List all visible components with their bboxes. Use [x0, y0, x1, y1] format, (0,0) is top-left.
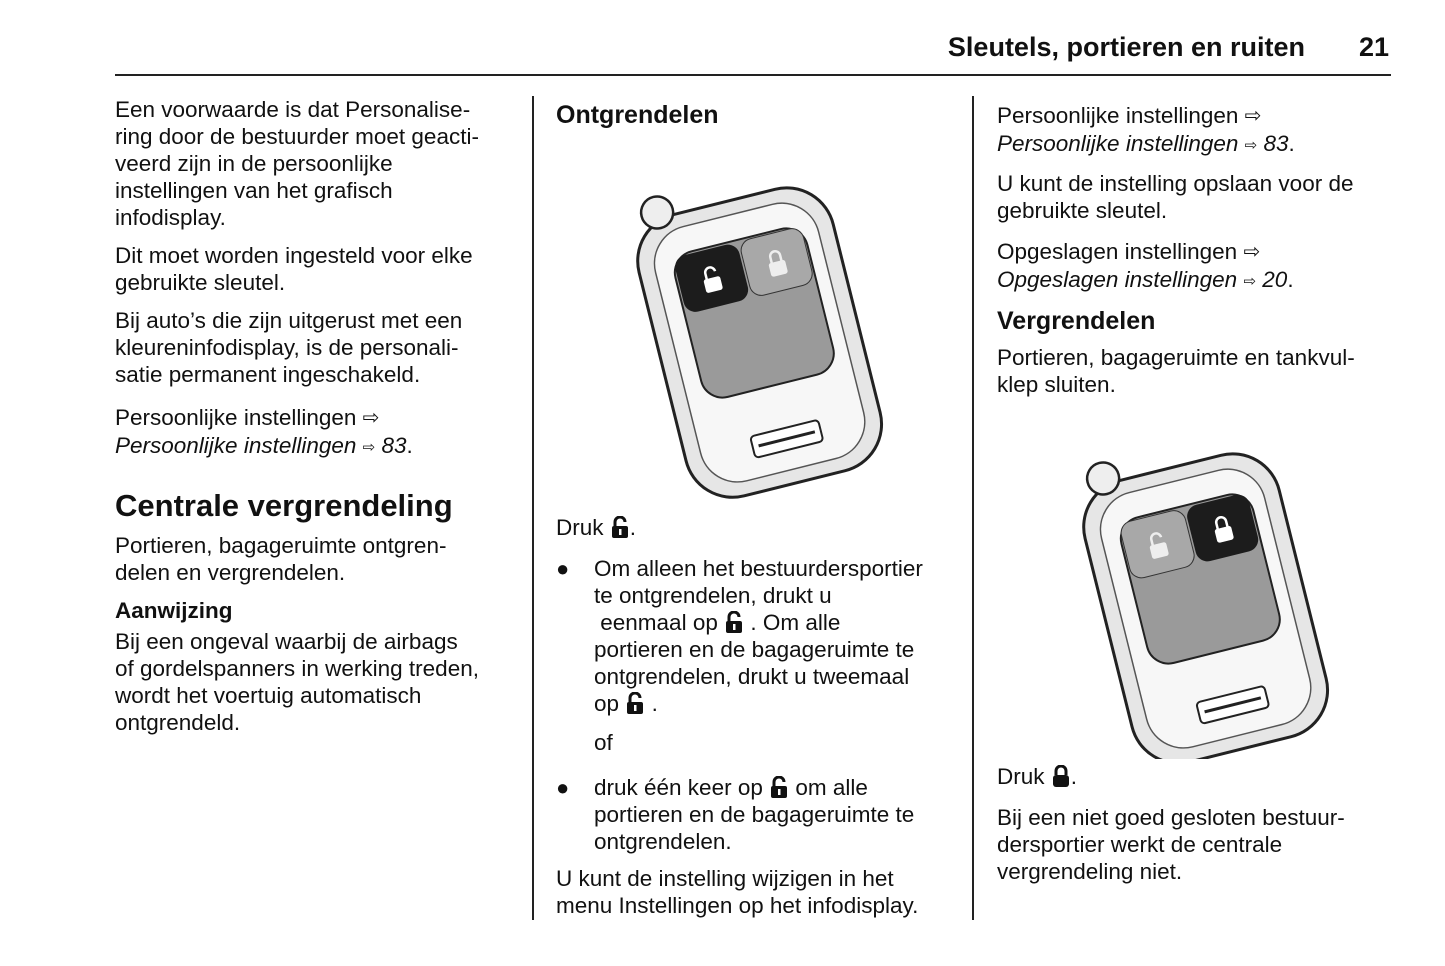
page-arrow-icon: ⇨	[1243, 273, 1257, 290]
section-title: Centrale vergrendeling	[115, 488, 453, 523]
text-line: ring door de bestuurder moet geacti-	[115, 124, 479, 149]
cross-reference: Persoonlijke instellingen ⇨ Persoonlijke instellingen ⇨ 83.	[997, 102, 1392, 159]
reference-page[interactable]: 83	[1263, 131, 1289, 156]
text-line: instellingen van het grafisch	[115, 178, 393, 203]
text-line: druk één keer op	[594, 775, 763, 800]
text-line: veerd zijn in de persoonlijke	[115, 151, 393, 176]
text-line: Portieren, bagageruimte ontgren-	[115, 533, 447, 558]
column-right	[997, 102, 1392, 896]
text-line: Portieren, bagageruimte en tankvul-	[997, 345, 1355, 370]
unlock-icon	[625, 692, 645, 714]
or-text: of	[594, 730, 613, 755]
paragraph-colour-display	[115, 307, 515, 388]
reference-page[interactable]: 83	[381, 433, 407, 458]
page-number: 21	[1358, 32, 1389, 62]
paragraph-personalisation	[115, 96, 515, 231]
reference-label: Opgeslagen instellingen	[997, 239, 1238, 264]
text-line: . Om alle	[750, 610, 841, 635]
page-header	[115, 30, 1391, 76]
section-intro	[115, 532, 515, 586]
column-divider	[972, 96, 974, 920]
chapter-title: Sleutels, portieren en ruiten	[947, 32, 1305, 62]
column-left	[115, 96, 515, 747]
arrow-right-icon: ⇨	[1244, 105, 1262, 127]
closing-paragraph	[556, 865, 956, 919]
press-label: Druk	[556, 515, 604, 540]
text-line: ontgrendeld.	[115, 710, 241, 735]
text-line: U kunt de instelling opslaan voor de	[997, 171, 1354, 196]
list-item	[556, 774, 956, 855]
lock-title: Vergrendelen	[997, 307, 1156, 335]
page-arrow-icon: ⇨	[1244, 137, 1258, 154]
lock-icon	[1051, 765, 1071, 787]
cross-reference: Persoonlijke instellingen ⇨ Persoonlijke instellingen ⇨ 83.	[115, 404, 515, 461]
text-line: delen en vergrendelen.	[115, 560, 346, 585]
text-line: Een voorwaarde is dat Personalise-	[115, 97, 471, 122]
reference-link[interactable]: Persoonlijke instellingen	[997, 131, 1239, 156]
text-line: infodisplay.	[115, 205, 226, 230]
paragraph-lock	[997, 344, 1392, 398]
note-title: Aanwijzing	[115, 598, 233, 623]
paragraph-per-key	[115, 242, 515, 296]
press-label: Druk	[997, 764, 1045, 789]
text-line: of gordelspanners in werking treden,	[115, 656, 479, 681]
press-unlock: Druk .	[556, 515, 637, 540]
text-line: portieren en de bagageruimte te	[594, 637, 915, 662]
text-line: Bij een niet goed gesloten bestuur-	[997, 805, 1345, 830]
bullet-dot: ●	[556, 556, 570, 581]
unlock-title: Ontgrendelen	[556, 101, 719, 129]
text-line: .	[651, 691, 658, 716]
unlock-icon	[724, 611, 744, 633]
text-line: wordt het voertuig automatisch	[115, 683, 422, 708]
text-line: om alle	[795, 775, 868, 800]
text-line: Om alleen het bestuurdersportier	[594, 556, 923, 581]
list-item	[556, 555, 956, 717]
reference-link[interactable]: Opgeslagen instellingen	[997, 267, 1238, 292]
page-arrow-icon: ⇨	[362, 439, 376, 456]
reference-link[interactable]: Persoonlijke instellingen	[115, 433, 357, 458]
text-line: menu Instellingen op het infodisplay.	[556, 893, 919, 918]
note-text	[115, 628, 515, 736]
press-lock: Druk .	[997, 764, 1078, 789]
text-line: ontgrendelen, drukt u tweemaal	[594, 664, 910, 689]
paragraph-lock-warning	[997, 804, 1392, 885]
reference-label: Persoonlijke instellingen	[997, 103, 1239, 128]
text-line: dersportier werkt de centrale	[997, 832, 1283, 857]
cross-reference: Opgeslagen instellingen ⇨ Opgeslagen instellingen ⇨ 20.	[997, 238, 1392, 295]
text-line: portieren en de bagageruimte te	[594, 802, 915, 827]
text-line: U kunt de instelling wijzigen in het	[556, 866, 894, 891]
text-line: op	[594, 691, 620, 716]
text-line: eenmaal op	[600, 610, 718, 635]
unlock-icon	[769, 776, 789, 798]
arrow-right-icon: ⇨	[362, 407, 380, 429]
column-middle	[556, 96, 956, 930]
text-line: Dit moet worden ingesteld voor elke	[115, 243, 473, 268]
paragraph-save-setting	[997, 170, 1392, 224]
text-line: satie permanent ingeschakeld.	[115, 362, 421, 387]
unlock-options	[556, 555, 956, 855]
text-line: kleureninfodisplay, is de personali-	[115, 335, 459, 360]
text-line: Bij een ongeval waarbij de airbags	[115, 629, 458, 654]
arrow-right-icon: ⇨	[1243, 241, 1261, 263]
column-divider	[532, 96, 534, 920]
unlock-icon	[610, 516, 630, 538]
bullet-dot: ●	[556, 775, 570, 800]
reference-page[interactable]: 20	[1262, 267, 1288, 292]
text-line: te ontgrendelen, drukt u	[594, 583, 832, 608]
text-line: gebruikte sleutel.	[997, 198, 1168, 223]
key-fob-unlock-illustration	[556, 138, 956, 508]
key-fob-lock-illustration	[997, 409, 1392, 759]
text-line: klep sluiten.	[997, 372, 1116, 397]
text-line: gebruikte sleutel.	[115, 270, 286, 295]
reference-label: Persoonlijke instellingen	[115, 405, 357, 430]
text-line: Bij auto’s die zijn uitgerust met een	[115, 308, 463, 333]
text-line: ontgrendelen.	[594, 829, 732, 854]
text-line: vergrendeling niet.	[997, 859, 1183, 884]
